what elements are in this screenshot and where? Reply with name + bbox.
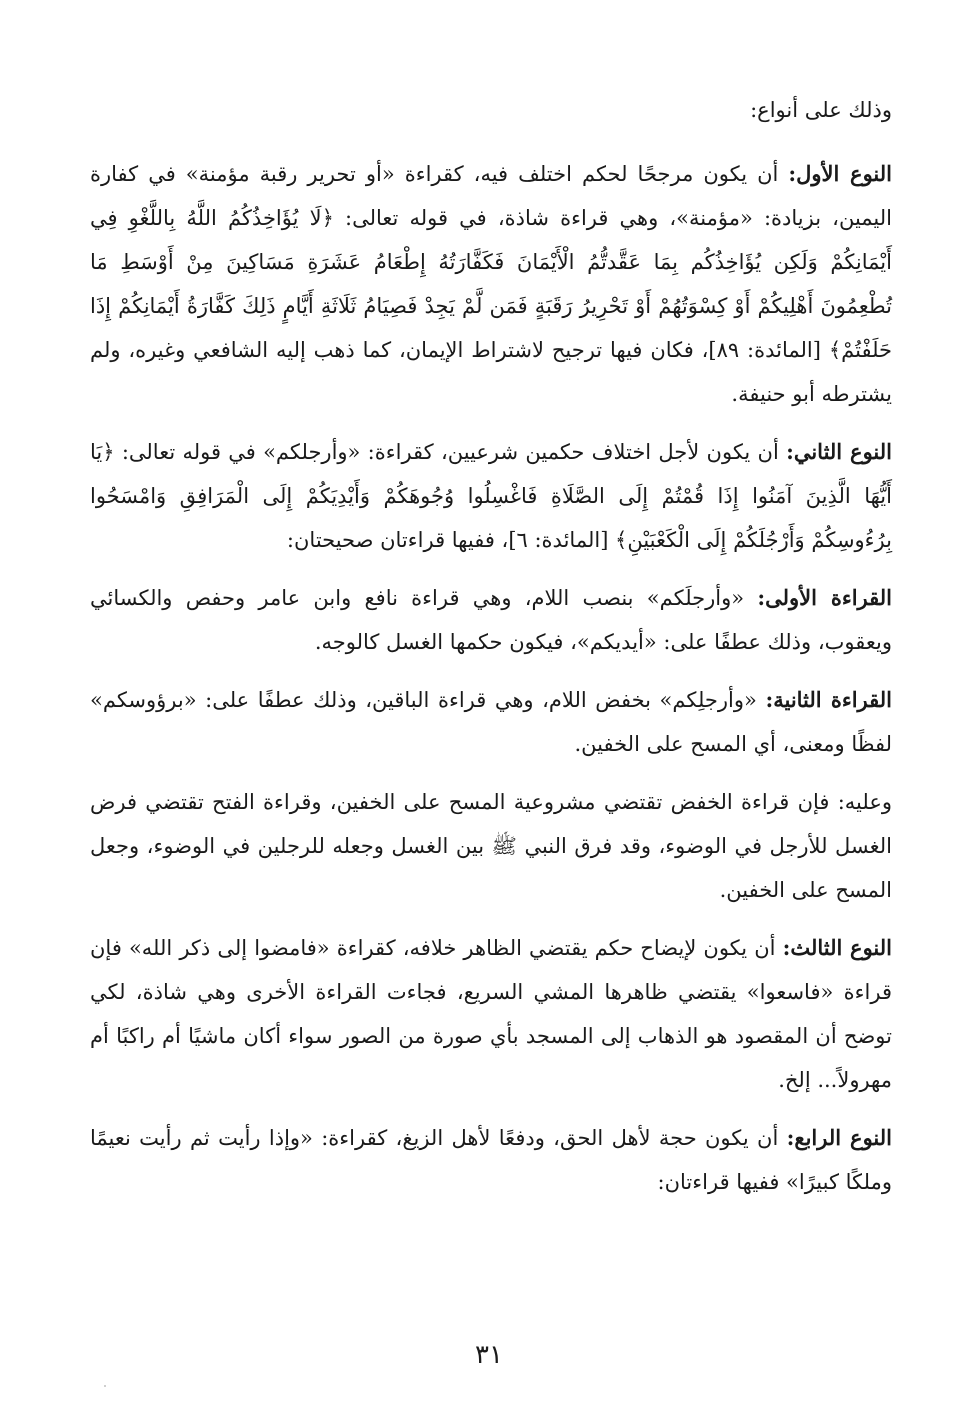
page-body [90, 88, 892, 1218]
scan-speck [104, 1385, 106, 1387]
paragraph-type-1 [90, 152, 892, 416]
paragraph-text: أن يكون لإيضاح حكم يقتضي الظاهر خلافه، كقراءة «فامضوا إلى ذكر الله» فإن قراءة «فاسعوا» يقتضي ظاهرها المشي السريع، فجاءت القراءة الأخرى وهي شاذة، لكي توضح أن المقصود هو الذهاب إلى المسجد بأي صورة من الصور سواء أكان ماشيًا أم راكبًا أم مهرولاً... إلخ. [90, 936, 892, 1092]
paragraph-type-3 [90, 926, 892, 1102]
paragraph-text: وعليه: فإن قراءة الخفض تقتضي مشروعية المسح على الخفين، وقراءة الفتح تقتضي فرض الغسل للأرجل في الوضوء، وقد فرق النبي ﷺ بين الغسل وجعله للرجلين في الوضوء، وجعل المسح على الخفين. [90, 790, 892, 902]
paragraph-heading: النوع الرابع: [786, 1125, 892, 1150]
page-number: ٣١ [475, 1340, 503, 1370]
paragraph-text: أن يكون مرجحًا لحكم اختلف فيه، كقراءة «أو تحرير رقبة مؤمنة» في كفارة اليمين، بزيادة: «مؤمنة»، وهي قراءة شاذة، في قوله تعالى: ﴿لَا يُؤَاخِذُكُمُ اللَّهُ بِاللَّغْوِ فِي أَيْمَانِكُمْ وَلَكِن يُؤَاخِذُكُم بِمَا عَقَّدتُّمُ الْأَيْمَانَ فَكَفَّارَتُهُ إِطْعَامُ عَشَرَةِ مَسَاكِينَ مِنْ أَوْسَطِ مَا تُطْعِمُونَ أَهْلِيكُمْ أَوْ كِسْوَتُهُمْ أَوْ تَحْرِيرُ رَقَبَةٍ فَمَن لَّمْ يَجِدْ فَصِيَامُ ثَلَاثَةِ أَيَّامٍ ذَلِكَ كَفَّارَةُ أَيْمَانِكُمْ إِذَا حَلَفْتُمْ﴾ [المائدة: ٨٩]، فكان فيها ترجيح لاشتراط الإيمان، كما ذهب إليه الشافعي وغيره، ولم يشترطه أبو حنيفة. [90, 162, 892, 406]
intro-line: وذلك على أنواع: [750, 98, 892, 122]
paragraph-text: أن يكون حجة لأهل الحق، ودفعًا لأهل الزيغ، كقراءة: «وإذا رأيت ثم رأيت نعيمًا وملكًا كبيرًا» ففيها قراءتان: [90, 1126, 892, 1194]
paragraph-reading-2 [90, 678, 892, 766]
paragraph-heading: النوع الثالث: [782, 935, 892, 960]
paragraph-heading: القراءة الثانية: [765, 687, 892, 712]
paragraph-heading: النوع الثاني: [786, 439, 893, 464]
paragraph-text: أن يكون لأجل اختلاف حكمين شرعيين، كقراءة: «وأرجلكم» في قوله تعالى: ﴿يَا أَيُّهَا الَّذِينَ آمَنُوا إِذَا قُمْتُمْ إِلَى الصَّلَاةِ فَاغْسِلُوا وُجُوهَكُمْ وَأَيْدِيَكُمْ إِلَى الْمَرَافِقِ وَامْسَحُوا بِرُءُوسِكُمْ وَأَرْجُلَكُمْ إِلَى الْكَعْبَيْنِ﴾ [المائدة: ٦]، ففيها قراءتان صحيحتان: [90, 440, 892, 552]
paragraph-conclusion [90, 780, 892, 912]
paragraph-type-2 [90, 430, 892, 562]
paragraph-heading: القراءة الأولى: [757, 585, 892, 610]
paragraph-type-4 [90, 1116, 892, 1204]
paragraph-text: «وأرجلِكم» بخفض اللام، وهي قراءة الباقين، وذلك عطفًا على: «برؤوسكم» لفظًا ومعنى، أي المسح على الخفين. [90, 688, 892, 756]
paragraph-text: «وأرجلَكم» بنصب اللام، وهي قراءة نافع وابن عامر وحفص والكسائي ويعقوب، وذلك عطفًا على: «أيديكم»، فيكون حكمها الغسل كالوجه. [90, 586, 892, 654]
paragraph-heading: النوع الأول: [788, 161, 892, 186]
paragraph-reading-1 [90, 576, 892, 664]
